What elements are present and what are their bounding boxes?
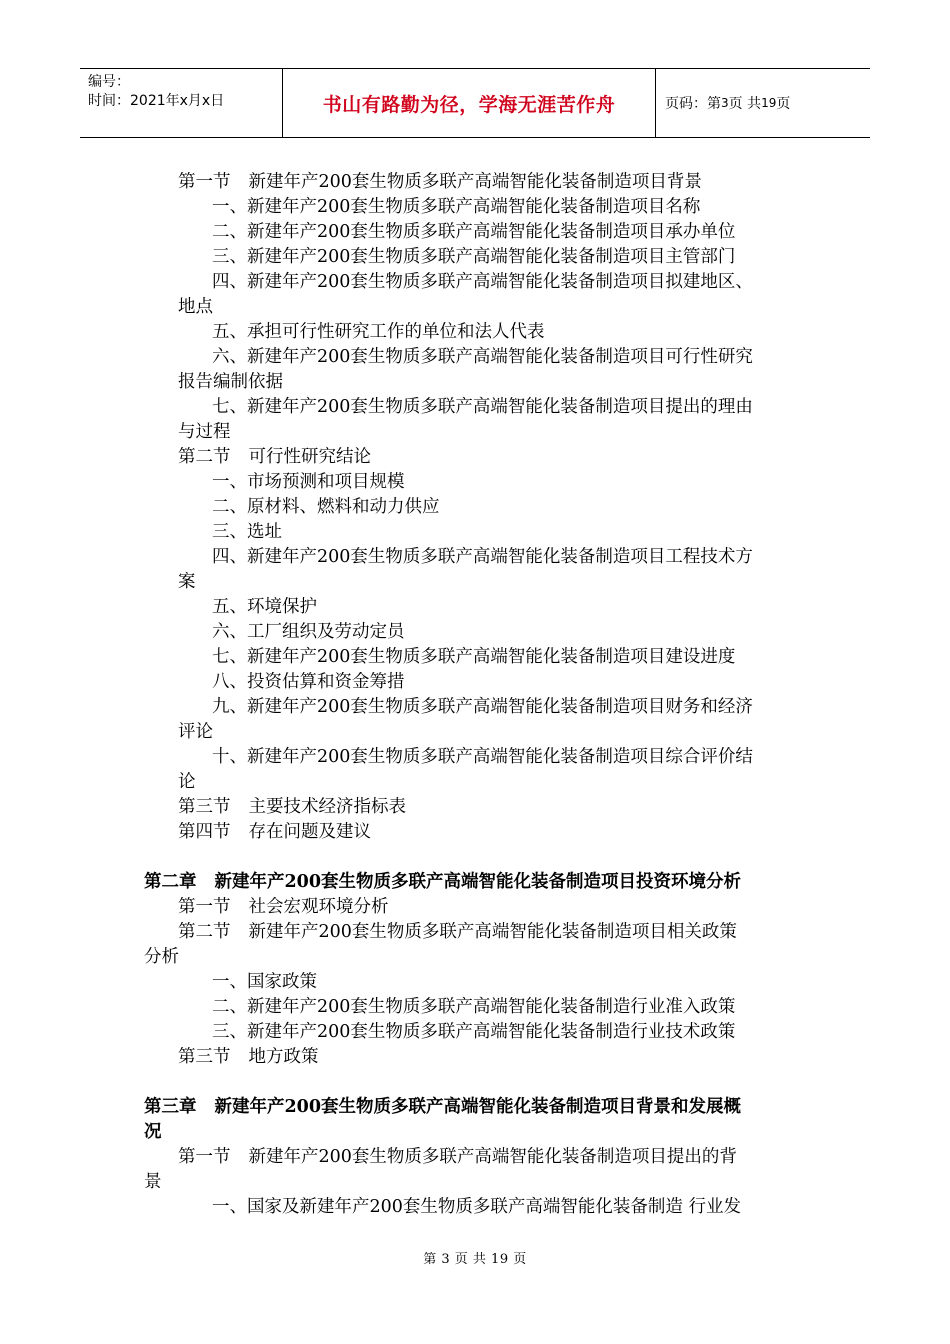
toc-item: 一、国家及新建年产200套生物质多联产高端智能化装备制造 行业发 xyxy=(212,1197,741,1217)
toc-item-continued: 地点 xyxy=(178,297,213,317)
toc-section: 第三节 地方政策 xyxy=(178,1047,319,1067)
toc-item: 七、新建年产200套生物质多联产高端智能化装备制造项目提出的理由 xyxy=(212,397,753,417)
toc-section: 第三节 主要技术经济指标表 xyxy=(178,797,406,817)
toc-section: 第二节 可行性研究结论 xyxy=(178,447,371,467)
toc-item: 一、市场预测和项目规模 xyxy=(212,472,405,492)
time-label: 时间：2021年x月x日 xyxy=(88,93,225,109)
toc-item-continued: 与过程 xyxy=(178,422,231,442)
toc-item: 六、新建年产200套生物质多联产高端智能化装备制造项目可行性研究 xyxy=(212,347,753,367)
page-mid: 页 共 xyxy=(728,96,762,112)
toc-item: 三、选址 xyxy=(212,522,282,542)
toc-item: 四、新建年产200套生物质多联产高端智能化装备制造项目拟建地区、 xyxy=(212,272,753,292)
toc-item: 二、新建年产200套生物质多联产高端智能化装备制造行业准入政策 xyxy=(212,997,736,1017)
toc-section: 第一节 新建年产200套生物质多联产高端智能化装备制造项目背景 xyxy=(178,172,702,192)
toc-item: 八、投资估算和资金筹措 xyxy=(212,672,405,692)
toc-chapter-continued: 况 xyxy=(144,1122,162,1142)
toc-item: 九、新建年产200套生物质多联产高端智能化装备制造项目财务和经济 xyxy=(212,697,753,717)
page-footer: 第 3 页 共 19 页 xyxy=(423,1252,527,1267)
number-label: 编号： xyxy=(88,74,130,90)
toc-chapter: 第三章 新建年产200套生物质多联产高端智能化装备制造项目背景和发展概 xyxy=(144,1097,742,1117)
toc-item: 二、新建年产200套生物质多联产高端智能化装备制造项目承办单位 xyxy=(212,222,736,242)
toc-section: 第一节 社会宏观环境分析 xyxy=(178,897,389,917)
page-suffix: 页 xyxy=(776,96,791,112)
toc-chapter: 第二章 新建年产200套生物质多联产高端智能化装备制造项目投资环境分析 xyxy=(144,872,742,892)
toc-item-continued: 评论 xyxy=(178,722,213,742)
toc-item: 七、新建年产200套生物质多联产高端智能化装备制造项目建设进度 xyxy=(212,647,736,667)
toc-section: 第二节 新建年产200套生物质多联产高端智能化装备制造项目相关政策 xyxy=(178,922,737,942)
page-header xyxy=(80,68,870,138)
toc-item-continued: 案 xyxy=(178,572,196,592)
toc-section-continued: 分析 xyxy=(144,947,179,967)
toc-section: 第四节 存在问题及建议 xyxy=(178,822,371,842)
page-total: 19 xyxy=(761,96,777,110)
toc-item: 一、国家政策 xyxy=(212,972,317,992)
toc-item: 五、环境保护 xyxy=(212,597,317,617)
header-meta xyxy=(80,69,282,137)
header-motto-cell xyxy=(282,69,656,137)
motto: 书山有路勤为径，学海无涯苦作舟 xyxy=(322,93,616,116)
page-prefix: 页码：第 xyxy=(665,96,721,112)
toc-item: 四、新建年产200套生物质多联产高端智能化装备制造项目工程技术方 xyxy=(212,547,753,567)
toc-item: 三、新建年产200套生物质多联产高端智能化装备制造项目主管部门 xyxy=(212,247,736,267)
toc-section: 第一节 新建年产200套生物质多联产高端智能化装备制造项目提出的背 xyxy=(178,1147,737,1167)
toc-item-continued: 报告编制依据 xyxy=(178,372,283,392)
page-current: 3 xyxy=(721,96,729,110)
toc-section-continued: 景 xyxy=(144,1172,162,1192)
toc-item: 五、承担可行性研究工作的单位和法人代表 xyxy=(212,322,545,342)
page-indicator xyxy=(656,69,870,137)
toc-item: 十、新建年产200套生物质多联产高端智能化装备制造项目综合评价结 xyxy=(212,747,753,767)
toc-item: 三、新建年产200套生物质多联产高端智能化装备制造行业技术政策 xyxy=(212,1022,736,1042)
toc-item: 六、工厂组织及劳动定员 xyxy=(212,622,405,642)
toc-item: 二、原材料、燃料和动力供应 xyxy=(212,497,440,517)
toc-item-continued: 论 xyxy=(178,772,196,792)
toc-item: 一、新建年产200套生物质多联产高端智能化装备制造项目名称 xyxy=(212,197,701,217)
